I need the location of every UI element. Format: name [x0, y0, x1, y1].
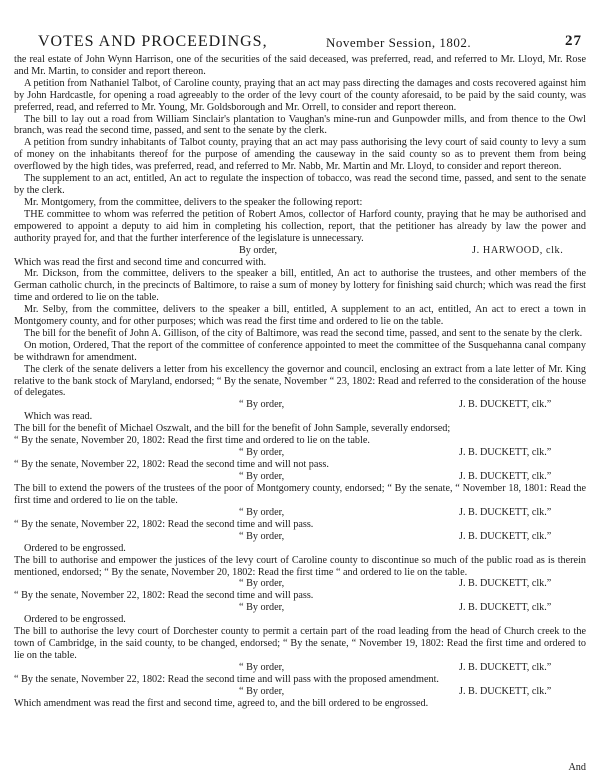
by-order-label: “ By order,: [239, 685, 285, 697]
by-order-label: “ By order,: [239, 471, 285, 482]
endorsement-line: “ By the senate, November 20, 1802: Read the first time and ordered to lie on the table.: [14, 435, 370, 447]
clerk-name: J. B. DUCKETT, clk.”: [459, 685, 552, 697]
clerk-name: J. HARWOOD, clk.: [472, 244, 564, 256]
paragraph: On motion, Ordered, That the report of the committee of conference appointed to meet the committee of the Susquehanna canal company be withdrawn for amendment.: [14, 339, 586, 363]
by-order-label: By order,: [239, 244, 278, 256]
signature-line: [14, 471, 586, 483]
paragraph: The clerk of the senate delivers a letter from his excellency the governor and council, enclosing an extract from a late letter of Mr. King relative to the bank stock of Maryland, endorsed; “ By the senate, November “ 23, 1802: Read and referred to the consideration of the house of delegates.: [14, 363, 586, 399]
paragraph: The supplement to an act, entitled, An act to regulate the inspection of tobacco, was read the second time, passed, and sent to the senate by the clerk.: [14, 173, 586, 196]
endorsement-line: “ By the senate, November 22, 1802: Read the second time and will not pass.: [14, 459, 329, 471]
endorsement-line: “ By the senate, November 22, 1802: Read the second time and will pass with the proposed amendment.: [14, 673, 439, 685]
signature-line: [14, 578, 586, 590]
running-title: VOTES AND PROCEEDINGS,: [38, 33, 268, 50]
paragraph: Mr. Montgomery, from the committee, delivers to the speaker the following report:: [24, 196, 363, 208]
paragraph: The bill for the benefit of Michael Oszwalt, and the bill for the benefit of John Sample, severally endorsed;: [14, 423, 451, 435]
by-order-label: “ By order,: [239, 530, 285, 542]
document-body: [14, 54, 586, 710]
clerk-name: J. B. DUCKETT, clk.”: [459, 530, 552, 542]
session-label: November Session, 1802.: [326, 35, 472, 50]
signature-line: [14, 686, 586, 698]
paragraph: Which was read the first and second time and concurred with.: [14, 256, 267, 268]
paragraph: the real estate of John Wynn Harrison, one of the securities of the said deceased, was preferred, read, and referred to Mr. Lloyd, Mr. Rose and Mr. Martin, to consider and report thereon.: [14, 54, 586, 77]
page-number: 27: [565, 33, 582, 49]
clerk-name: J. B. DUCKETT, clk.”: [459, 399, 552, 411]
paragraph: The bill to lay out a road from William Sinclair's plantation to Vaughan's mine-run and Gunpowder mills, and from thence to the Owl branch, was read the second time, passed, and sent to the senate by the clerk.: [14, 113, 586, 137]
paragraph: THE committee to whom was referred the petition of Robert Amos, collector of Harford county, praying that he may be authorised and empowered to appoint a deputy to aid him in completing his collection, report, that the petitioner has already by law the power and authority prayed for, and that the further interference of the legislature is unnecessary.: [14, 208, 586, 244]
paragraph: Which was read.: [24, 411, 93, 423]
clerk-name: J. B. DUCKETT, clk.”: [459, 447, 552, 459]
clerk-name: J. B. DUCKETT, clk.”: [459, 471, 552, 482]
signature-line: [14, 602, 586, 614]
paragraph: Mr. Dickson, from the committee, delivers to the speaker a bill, entitled, An act to authorise the trustees, and other members of the German catholic church, in the precincts of Baltimore, to raise a sum of money by lottery for finishing said church; which was read the first time and ordered to lie on the table.: [14, 268, 586, 304]
signature-line: [14, 447, 586, 459]
paragraph: The bill to authorise the levy court of Dorchester county to permit a certain part of the road leading from the head of Church creek to the town of Cambridge, in the said county, to be changed, endorsed; “ By the senate, “ November 19, 1802: Read the first time and ordered to lie on the table.: [14, 626, 586, 662]
endorsement-line: “ By the senate, November 22, 1802: Read the second time and will pass.: [14, 518, 314, 530]
paragraph: The bill to authorise and empower the justices of the levy court of Caroline county to discontinue so much of the public road as is therein mentioned, endorsed; “ By the senate, November 20, 1802: Read the first time “ and ordered to lie on the table.: [14, 554, 586, 578]
by-order-label: “ By order,: [239, 506, 285, 518]
by-order-label: “ By order,: [239, 399, 285, 411]
clerk-name: J. B. DUCKETT, clk.”: [459, 602, 552, 614]
signature-line: [14, 245, 586, 257]
paragraph: Ordered to be engrossed.: [24, 542, 126, 554]
signature-line: [14, 507, 586, 519]
endorsement-line: “ By the senate, November 22, 1802: Read the second time and will pass.: [14, 590, 314, 602]
by-order-label: “ By order,: [239, 447, 285, 459]
paragraph: A petition from sundry inhabitants of Talbot county, praying that an act may pass authorising the levy court of said county to levy a sum of money on the inhabitants thereof for the purpose of amending the causeway in the said county so as to prevent them from being overflowed by the high tides, was preferred, read, and referred to Mr. Nabb, Mr. Martin and Mr. Lloyd, to consider and report thereon.: [14, 137, 586, 173]
signature-line: [14, 662, 586, 674]
signature-line: [14, 531, 586, 543]
clerk-name: J. B. DUCKETT, clk.”: [459, 661, 552, 673]
page-header: [38, 33, 582, 53]
signature-line: [14, 399, 586, 411]
catchword: And: [568, 762, 586, 773]
paragraph: Ordered to be engrossed.: [24, 614, 126, 626]
by-order-label: “ By order,: [239, 661, 285, 673]
paragraph: Mr. Selby, from the committee, delivers to the speaker a bill, entitled, A supplement to an act, entitled, An act to erect a town in Montgomery county, and for other purposes; which was read the first time and ordered to lie on the table.: [14, 304, 586, 328]
clerk-name: J. B. DUCKETT, clk.”: [459, 578, 552, 590]
paragraph: The bill to extend the powers of the trustees of the poor of Montgomery county, endorsed; “ By the senate, “ November 18, 1801: Read the first time and ordered to lie on the table.: [14, 483, 586, 506]
paragraph: Which amendment was read the first and second time, agreed to, and the bill ordered to be engrossed.: [14, 697, 429, 709]
clerk-name: J. B. DUCKETT, clk.”: [459, 506, 552, 518]
by-order-label: “ By order,: [239, 578, 285, 590]
paragraph: The bill for the benefit of John A. Gillison, of the city of Baltimore, was read the second time, passed, and sent to the senate by the clerk.: [24, 327, 583, 339]
by-order-label: “ By order,: [239, 602, 285, 614]
paragraph: A petition from Nathaniel Talbot, of Caroline county, praying that an act may pass directing the damages and costs recovered against him by John Hardcastle, for opening a road agreeably to the order of the levy court of the county aforesaid, to be paid by the said county, was preferred, read, and referred to Mr. Young, Mr. Goldsborough and Mr. Orrell, to consider and report thereon.: [14, 77, 586, 113]
